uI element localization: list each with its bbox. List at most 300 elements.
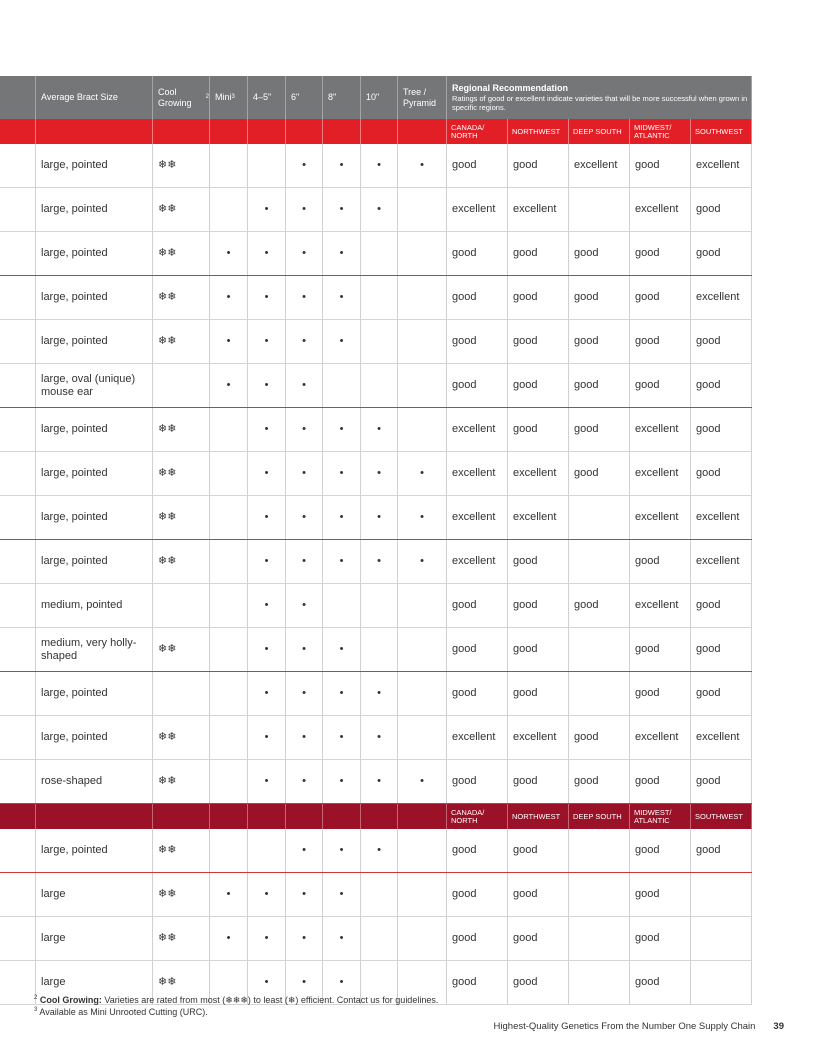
header-bract: Average Bract Size: [36, 76, 153, 119]
region-rating-cell: [691, 873, 752, 916]
mini-cell: [210, 628, 248, 671]
size-10-cell: •: [361, 760, 398, 803]
region-rating-cell: good: [569, 760, 630, 803]
table-row: [0, 232, 752, 276]
size-8-cell: •: [323, 829, 361, 872]
region-rating-cell: excellent: [691, 540, 752, 583]
region-rating-cell: good: [691, 672, 752, 715]
size-8-cell: •: [323, 496, 361, 539]
cool-growing-icon: [153, 364, 210, 407]
size-45-cell: •: [248, 188, 286, 231]
region-rating-cell: good: [508, 672, 569, 715]
mini-cell: [210, 540, 248, 583]
region-rating-cell: good: [691, 584, 752, 627]
region-rating-cell: excellent: [630, 452, 691, 495]
header-cool-sup: 2: [205, 94, 209, 100]
region-rating-cell: excellent: [447, 188, 508, 231]
region-rating-cell: good: [691, 452, 752, 495]
size-10-cell: •: [361, 540, 398, 583]
table-row: [0, 452, 752, 496]
region-rating-cell: good: [508, 873, 569, 916]
tree-cell: [398, 917, 447, 960]
region-rating-cell: good: [447, 760, 508, 803]
size-8-cell: •: [323, 540, 361, 583]
tree-cell: •: [398, 144, 447, 187]
size-45-cell: •: [248, 628, 286, 671]
table-row: [0, 320, 752, 364]
size-10-cell: •: [361, 144, 398, 187]
header-mini: [210, 76, 248, 119]
region-rating-cell: good: [691, 188, 752, 231]
size-6-cell: •: [286, 584, 323, 627]
table-row: [0, 760, 752, 804]
region-label: CANADA/ NORTH: [447, 804, 508, 829]
mini-cell: [210, 452, 248, 495]
region-rating-cell: [569, 873, 630, 916]
region-rating-cell: good: [447, 584, 508, 627]
region-rating-cell: [569, 917, 630, 960]
cool-growing-icon: ❄❄: [153, 188, 210, 231]
region-rating-cell: excellent: [691, 716, 752, 759]
region-rating-cell: good: [508, 961, 569, 1004]
size-10-cell: [361, 320, 398, 363]
bract-size-cell: large, pointed: [36, 232, 153, 275]
size-10-cell: [361, 628, 398, 671]
cool-growing-icon: ❄❄: [153, 829, 210, 872]
footer-tagline: Highest-Quality Genetics From the Number One Supply Chain: [493, 1021, 756, 1032]
tree-cell: •: [398, 496, 447, 539]
size-8-cell: •: [323, 452, 361, 495]
row-spacer: [0, 276, 36, 319]
region-spacer: [361, 119, 398, 144]
region-rating-cell: excellent: [691, 496, 752, 539]
header-regional: [447, 76, 752, 119]
region-rating-cell: [569, 672, 630, 715]
footnotes: [34, 993, 438, 1017]
header-cool: [153, 76, 210, 119]
region-spacer: [153, 804, 210, 829]
size-10-cell: [361, 873, 398, 916]
tree-cell: [398, 672, 447, 715]
size-6-cell: •: [286, 496, 323, 539]
region-rating-cell: good: [447, 276, 508, 319]
size-45-cell: •: [248, 873, 286, 916]
region-rating-cell: good: [630, 628, 691, 671]
header-tree: Tree / Pyramid: [398, 76, 447, 119]
region-spacer: [323, 804, 361, 829]
region-rating-cell: good: [447, 917, 508, 960]
region-rating-cell: excellent: [508, 188, 569, 231]
region-rating-cell: good: [447, 873, 508, 916]
region-rating-cell: excellent: [691, 276, 752, 319]
bract-size-cell: large, pointed: [36, 144, 153, 187]
page-footer: [494, 1021, 784, 1032]
size-6-cell: •: [286, 232, 323, 275]
region-rating-cell: good: [630, 961, 691, 1004]
size-6-cell: •: [286, 364, 323, 407]
region-rating-cell: good: [508, 320, 569, 363]
region-rating-cell: good: [691, 232, 752, 275]
table-row: [0, 144, 752, 188]
size-6-cell: •: [286, 829, 323, 872]
table-header: [0, 76, 752, 119]
size-45-cell: •: [248, 364, 286, 407]
size-8-cell: •: [323, 961, 361, 1004]
bract-size-cell: large, pointed: [36, 540, 153, 583]
bract-size-cell: large, pointed: [36, 716, 153, 759]
size-6-cell: •: [286, 760, 323, 803]
size-8-cell: •: [323, 188, 361, 231]
cool-growing-icon: [153, 584, 210, 627]
size-8-cell: [323, 364, 361, 407]
size-6-cell: •: [286, 540, 323, 583]
region-spacer: [286, 119, 323, 144]
row-spacer: [0, 961, 36, 1004]
size-8-cell: •: [323, 760, 361, 803]
row-spacer: [0, 540, 36, 583]
region-spacer: [398, 804, 447, 829]
region-spacer: [153, 119, 210, 144]
size-8-cell: •: [323, 873, 361, 916]
region-label: SOUTHWEST: [691, 119, 752, 144]
region-rating-cell: good: [691, 829, 752, 872]
region-rating-cell: good: [447, 672, 508, 715]
table-row: [0, 917, 752, 961]
size-10-cell: [361, 276, 398, 319]
size-8-cell: •: [323, 276, 361, 319]
region-rating-cell: good: [630, 232, 691, 275]
size-8-cell: •: [323, 917, 361, 960]
cool-growing-icon: ❄❄: [153, 232, 210, 275]
region-rating-cell: good: [508, 829, 569, 872]
tree-cell: [398, 232, 447, 275]
region-rating-cell: excellent: [691, 144, 752, 187]
size-10-cell: •: [361, 829, 398, 872]
mini-cell: [210, 144, 248, 187]
footnote-2-label: Cool Growing:: [39, 995, 102, 1005]
tree-cell: [398, 584, 447, 627]
size-45-cell: [248, 829, 286, 872]
bract-size-cell: large, pointed: [36, 496, 153, 539]
region-rating-cell: good: [569, 584, 630, 627]
region-spacer: [286, 804, 323, 829]
region-rating-cell: good: [508, 364, 569, 407]
region-rating-cell: good: [630, 672, 691, 715]
tree-cell: [398, 188, 447, 231]
region-rating-cell: good: [508, 760, 569, 803]
table-row: [0, 408, 752, 452]
cool-growing-icon: ❄❄: [153, 873, 210, 916]
size-10-cell: •: [361, 188, 398, 231]
variety-table: [0, 76, 752, 1005]
region-rating-cell: good: [630, 540, 691, 583]
table-row: [0, 188, 752, 232]
tree-cell: [398, 628, 447, 671]
tree-cell: [398, 276, 447, 319]
size-45-cell: •: [248, 716, 286, 759]
region-label: NORTHWEST: [508, 119, 569, 144]
tree-cell: [398, 364, 447, 407]
region-rating-cell: good: [630, 320, 691, 363]
cool-growing-icon: ❄❄: [153, 917, 210, 960]
size-6-cell: •: [286, 917, 323, 960]
cool-growing-icon: ❄❄: [153, 452, 210, 495]
region-rating-cell: good: [630, 760, 691, 803]
regional-description: Ratings of good or excellent indicate varieties that will be more successful when grown in specific regions.: [452, 94, 748, 112]
size-8-cell: •: [323, 144, 361, 187]
size-45-cell: •: [248, 961, 286, 1004]
region-rating-cell: [569, 540, 630, 583]
header-mini-label: Mini: [215, 92, 232, 102]
region-rating-cell: excellent: [630, 408, 691, 451]
size-8-cell: •: [323, 672, 361, 715]
page-number: 39: [773, 1021, 784, 1032]
header-mini-sup: 3: [231, 94, 235, 100]
region-rating-cell: good: [447, 144, 508, 187]
bract-size-cell: large, pointed: [36, 452, 153, 495]
cool-growing-icon: ❄❄: [153, 408, 210, 451]
region-rating-cell: good: [447, 829, 508, 872]
mini-cell: •: [210, 276, 248, 319]
footnote-3-mark: 3: [34, 1007, 38, 1013]
row-spacer: [0, 144, 36, 187]
region-rating-cell: good: [447, 961, 508, 1004]
size-6-cell: •: [286, 408, 323, 451]
tree-cell: [398, 320, 447, 363]
table-row: [0, 584, 752, 628]
region-rating-cell: good: [447, 364, 508, 407]
cool-growing-icon: ❄❄: [153, 496, 210, 539]
region-rating-cell: excellent: [630, 496, 691, 539]
region-rating-cell: [569, 829, 630, 872]
region-header-row-2: [0, 804, 752, 829]
region-rating-cell: good: [508, 917, 569, 960]
size-6-cell: •: [286, 144, 323, 187]
row-spacer: [0, 188, 36, 231]
region-spacer: [36, 119, 153, 144]
region-rating-cell: good: [508, 276, 569, 319]
row-spacer: [0, 760, 36, 803]
region-rating-cell: excellent: [508, 452, 569, 495]
size-6-cell: •: [286, 628, 323, 671]
region-rating-cell: good: [630, 364, 691, 407]
region-rating-cell: [569, 188, 630, 231]
size-6-cell: •: [286, 188, 323, 231]
size-45-cell: •: [248, 760, 286, 803]
region-rating-cell: good: [569, 716, 630, 759]
cool-growing-icon: ❄❄: [153, 144, 210, 187]
region-rating-cell: [691, 917, 752, 960]
region-rating-cell: [569, 961, 630, 1004]
region-rating-cell: good: [447, 232, 508, 275]
region-label: DEEP SOUTH: [569, 804, 630, 829]
table-row: [0, 628, 752, 672]
region-rating-cell: good: [630, 917, 691, 960]
bract-size-cell: large: [36, 873, 153, 916]
bract-size-cell: medium, very holly-shaped: [36, 628, 153, 671]
region-rating-cell: good: [569, 364, 630, 407]
region-rating-cell: good: [508, 232, 569, 275]
size-8-cell: •: [323, 408, 361, 451]
size-6-cell: •: [286, 873, 323, 916]
size-45-cell: •: [248, 584, 286, 627]
table-row: [0, 364, 752, 408]
region-spacer: [323, 119, 361, 144]
region-rating-cell: good: [630, 144, 691, 187]
region-rating-cell: good: [569, 232, 630, 275]
size-10-cell: •: [361, 452, 398, 495]
bract-size-cell: large, pointed: [36, 672, 153, 715]
tree-cell: [398, 829, 447, 872]
mini-cell: •: [210, 232, 248, 275]
region-rating-cell: good: [508, 628, 569, 671]
region-spacer: [248, 119, 286, 144]
region-rating-cell: excellent: [508, 716, 569, 759]
table-row: [0, 716, 752, 760]
variety-group-2: [0, 829, 752, 1005]
tree-cell: •: [398, 540, 447, 583]
size-8-cell: [323, 584, 361, 627]
row-spacer: [0, 628, 36, 671]
mini-cell: [210, 496, 248, 539]
bract-size-cell: large, pointed: [36, 408, 153, 451]
region-spacer: [0, 119, 36, 144]
cool-growing-icon: ❄❄: [153, 320, 210, 363]
region-rating-cell: good: [691, 628, 752, 671]
region-spacer: [210, 804, 248, 829]
region-rating-cell: good: [569, 276, 630, 319]
region-rating-cell: excellent: [447, 452, 508, 495]
bract-size-cell: large: [36, 917, 153, 960]
size-6-cell: •: [286, 716, 323, 759]
region-rating-cell: [569, 496, 630, 539]
table-row: [0, 873, 752, 917]
footnote-2: [34, 993, 438, 1005]
region-rating-cell: good: [447, 628, 508, 671]
tree-cell: [398, 873, 447, 916]
region-label: SOUTHWEST: [691, 804, 752, 829]
size-6-cell: •: [286, 672, 323, 715]
bract-size-cell: medium, pointed: [36, 584, 153, 627]
region-rating-cell: excellent: [630, 716, 691, 759]
footnote-2-text: Varieties are rated from most (❄❄❄) to least (❄) efficient. Contact us for guidelines.: [104, 995, 439, 1005]
table-row: [0, 496, 752, 540]
size-8-cell: •: [323, 320, 361, 363]
region-spacer: [398, 119, 447, 144]
row-spacer: [0, 232, 36, 275]
region-rating-cell: good: [691, 320, 752, 363]
region-spacer: [36, 804, 153, 829]
row-spacer: [0, 584, 36, 627]
region-rating-cell: good: [691, 364, 752, 407]
row-spacer: [0, 672, 36, 715]
regional-title: Regional Recommendation: [452, 83, 569, 93]
region-rating-cell: good: [630, 829, 691, 872]
region-rating-cell: good: [508, 540, 569, 583]
region-spacer: [361, 804, 398, 829]
row-spacer: [0, 452, 36, 495]
bract-size-cell: rose-shaped: [36, 760, 153, 803]
bract-size-cell: large, pointed: [36, 320, 153, 363]
footnote-2-mark: 2: [34, 995, 38, 1001]
size-8-cell: •: [323, 628, 361, 671]
region-rating-cell: good: [630, 873, 691, 916]
mini-cell: [210, 760, 248, 803]
mini-cell: [210, 408, 248, 451]
size-10-cell: [361, 364, 398, 407]
footnote-3: [34, 1005, 438, 1017]
region-rating-cell: excellent: [447, 408, 508, 451]
header-cool-label: Cool Growing: [158, 86, 192, 108]
region-rating-cell: excellent: [447, 716, 508, 759]
size-10-cell: [361, 917, 398, 960]
row-spacer: [0, 408, 36, 451]
tree-cell: •: [398, 452, 447, 495]
size-8-cell: •: [323, 232, 361, 275]
size-6-cell: •: [286, 961, 323, 1004]
header-size-8: 8": [323, 76, 361, 119]
cool-growing-icon: ❄❄: [153, 540, 210, 583]
region-header-row: [0, 119, 752, 144]
size-10-cell: •: [361, 716, 398, 759]
region-rating-cell: good: [508, 408, 569, 451]
bract-size-cell: large, pointed: [36, 188, 153, 231]
region-rating-cell: good: [569, 452, 630, 495]
header-size-45: 4–5": [248, 76, 286, 119]
region-rating-cell: [569, 628, 630, 671]
size-45-cell: •: [248, 408, 286, 451]
mini-cell: [210, 188, 248, 231]
region-rating-cell: good: [691, 408, 752, 451]
row-spacer: [0, 873, 36, 916]
mini-cell: [210, 672, 248, 715]
region-rating-cell: good: [569, 408, 630, 451]
header-size-10: 10": [361, 76, 398, 119]
region-spacer: [210, 119, 248, 144]
table-row: [0, 540, 752, 584]
header-size-6: 6": [286, 76, 323, 119]
region-rating-cell: good: [691, 760, 752, 803]
size-45-cell: •: [248, 496, 286, 539]
row-spacer: [0, 364, 36, 407]
region-rating-cell: excellent: [630, 188, 691, 231]
row-spacer: [0, 917, 36, 960]
size-45-cell: •: [248, 917, 286, 960]
region-label: DEEP SOUTH: [569, 119, 630, 144]
cool-growing-icon: [153, 672, 210, 715]
size-45-cell: •: [248, 540, 286, 583]
mini-cell: [210, 716, 248, 759]
cool-growing-icon: ❄❄: [153, 716, 210, 759]
region-rating-cell: excellent: [630, 584, 691, 627]
tree-cell: [398, 408, 447, 451]
size-10-cell: •: [361, 496, 398, 539]
table-row: [0, 829, 752, 873]
size-45-cell: •: [248, 232, 286, 275]
region-label: MIDWEST/ ATLANTIC: [630, 119, 691, 144]
mini-cell: •: [210, 364, 248, 407]
row-spacer: [0, 829, 36, 872]
size-10-cell: [361, 232, 398, 275]
region-spacer: [248, 804, 286, 829]
region-rating-cell: good: [508, 144, 569, 187]
region-spacer: [0, 804, 36, 829]
size-45-cell: •: [248, 276, 286, 319]
region-rating-cell: excellent: [508, 496, 569, 539]
mini-cell: •: [210, 320, 248, 363]
mini-cell: •: [210, 873, 248, 916]
mini-cell: •: [210, 917, 248, 960]
